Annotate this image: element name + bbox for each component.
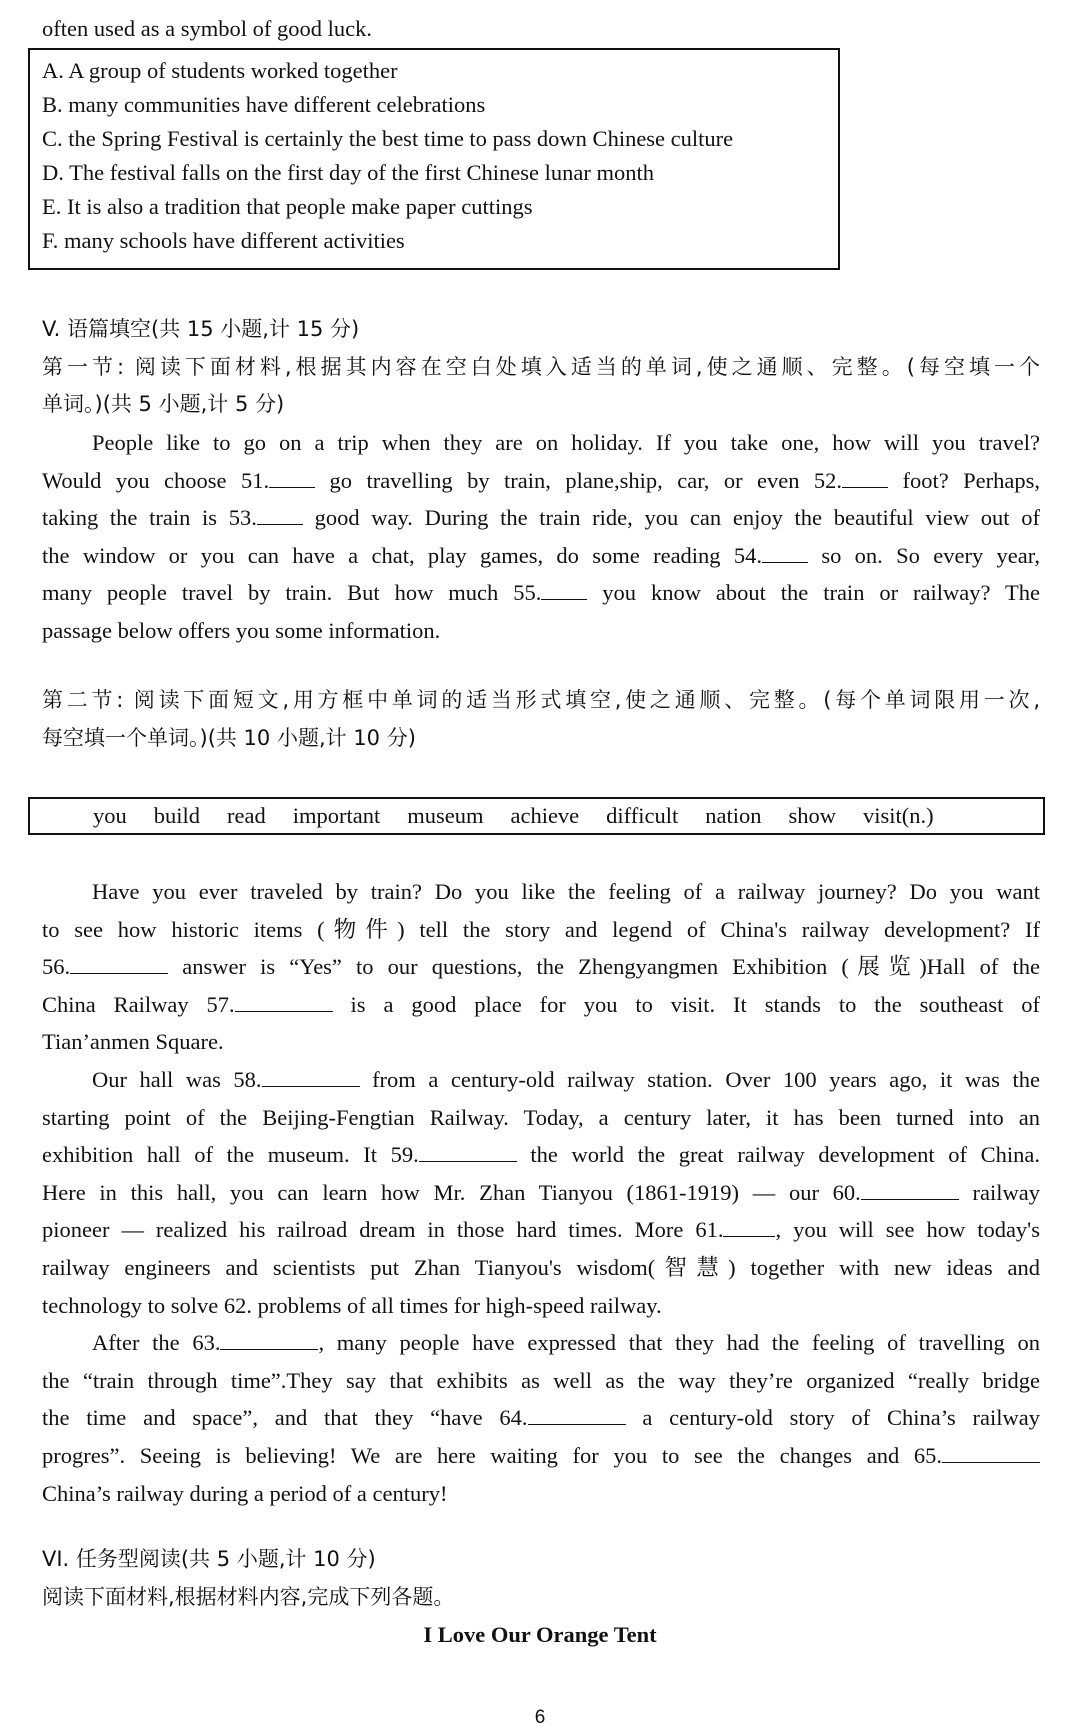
passage-line: China’s railway during a period of a century! [42,1480,448,1506]
passage-line: technology to solve 62. problems of all times for high-speed railway. [42,1292,662,1318]
blank-56[interactable] [70,949,168,974]
passage-line: the time and space”, and that they “have 64. a century-old story of China’s railway [42,1399,1040,1437]
word-nation: nation [705,803,762,829]
passage-line: starting point of the Beijing-Fengtian Railway. Today, a century later, it has been turned into an [42,1104,1040,1130]
passage-line: Would you choose 51. go travelling by train, plane,ship, car, or even 52. foot? Perhaps, [42,462,1040,500]
passage-line: After the 63. , many people have expressed that they had the feeling of travelling on [42,1324,1040,1362]
option-a: A. A group of students worked together [42,58,398,83]
blank-54[interactable] [762,538,808,563]
word-important: important [292,803,381,829]
blank-59[interactable] [419,1137,517,1162]
passage-line: taking the train is 53. good way. During the train ride, you can enjoy the beautiful view out of [42,499,1040,537]
passage-line: the window or you can have a chat, play games, do some reading 54. so on. So every year, [42,537,1040,575]
blank-55[interactable] [541,575,587,600]
continued-text: often used as a symbol of good luck. [42,16,372,41]
blank-52[interactable] [842,463,888,488]
options-box [28,48,840,270]
blank-57[interactable] [235,987,333,1012]
section-instructions: 阅读下面材料,根据材料内容,完成下列各题。 [42,1584,455,1609]
option-c: C. the Spring Festival is certainly the best time to pass down Chinese culture [42,126,734,151]
blank-53[interactable] [257,500,303,525]
option-e: E. It is also a tradition that people make paper cuttings [42,194,533,219]
passage-line: progres”. Seeing is believing! We are here waiting for you to see the changes and 65. [42,1437,1040,1475]
word-build: build [153,803,201,829]
option-f: F. many schools have different activities [42,228,405,253]
part2-header [42,682,1040,757]
passage-line: Tian’anmen Square. [42,1029,224,1055]
passage-line: People like to go on a trip when they are on holiday. If you take one, how will you travel? [92,430,1040,455]
passage-line: railway engineers and scientists put Zhan Tianyou's wisdom(智慧) together with new ideas and [42,1254,1040,1280]
word-bank [28,797,1045,835]
word-achieve: achieve [510,803,580,829]
passage-line: Here in this hall, you can learn how Mr. Zhan Tianyou (1861-1919) — our 60. railway [42,1174,1040,1212]
section-heading: VI. 任务型阅读(共 5 小题,计 10 分) [42,1547,376,1571]
passage-line: passage below offers you some information. [42,617,441,643]
blank-63[interactable] [220,1325,318,1350]
section-5-header [42,311,1040,424]
blank-51[interactable] [269,463,315,488]
passage-line: many people travel by train. But how much 55. you know about the train or railway? The [42,574,1040,612]
blank-64[interactable] [528,1400,626,1425]
passage-1 [42,424,1040,650]
passage-line: China Railway 57. is a good place for you to visit. It stands to the southeast of [42,986,1040,1024]
section-heading: V. 语篇填空(共 15 小题,计 15 分) [42,317,360,341]
passage-line: to see how historic items (物件) tell the story and legend of China's railway development? If [42,916,1040,942]
blank-58[interactable] [262,1062,360,1087]
blank-61[interactable] [723,1212,775,1237]
part2-instructions-cont: 每空填一个单词。)(共 10 小题,计 10 分) [42,725,416,750]
passage-line: the “train through time”.They say that exhibits as well as the way they’re organized “really bridge [42,1367,1040,1393]
passage-2 [42,873,1040,1512]
word-visit: visit(n.) [863,803,934,829]
passage-line: Our hall was 58. from a century-old railway station. Over 100 years ago, it was the [42,1061,1040,1099]
word-show: show [788,803,837,829]
page-number: 6 [534,1707,546,1728]
blank-60[interactable] [861,1175,959,1200]
blank-65[interactable] [942,1438,1040,1463]
part2-instructions: 第二节: 阅读下面短文,用方框中单词的适当形式填空,使之通顺、完整。(每个单词限用一次, [42,688,1040,712]
part1-instructions: 第一节: 阅读下面材料,根据其内容在空白处填入适当的单词,使之通顺、完整。(每空填一个 [42,354,1040,379]
passage-line: Have you ever traveled by train? Do you like the feeling of a railway journey? Do you want [92,879,1040,904]
word-difficult: difficult [606,803,679,829]
passage-line: pioneer — realized his railroad dream in those hard times. More 61. , you will see how today's [42,1211,1040,1249]
top-line [42,10,1040,48]
option-b: B. many communities have different celebrations [42,92,486,117]
word-read: read [227,803,266,829]
part1-instructions-cont: 单词。)(共 5 小题,计 5 分) [42,392,285,417]
word-you: you [93,803,127,829]
word-museum: museum [407,803,484,829]
option-d: D. The festival falls on the first day of the first Chinese lunar month [42,160,654,185]
section-6-header [42,1541,1040,1616]
reading-title: I Love Our Orange Tent [423,1622,657,1647]
passage-line: 56. answer is “Yes” to our questions, the Zhengyangmen Exhibition (展览)Hall of the [42,948,1040,986]
passage-line: exhibition hall of the museum. It 59. the world the great railway development of China. [42,1136,1040,1174]
